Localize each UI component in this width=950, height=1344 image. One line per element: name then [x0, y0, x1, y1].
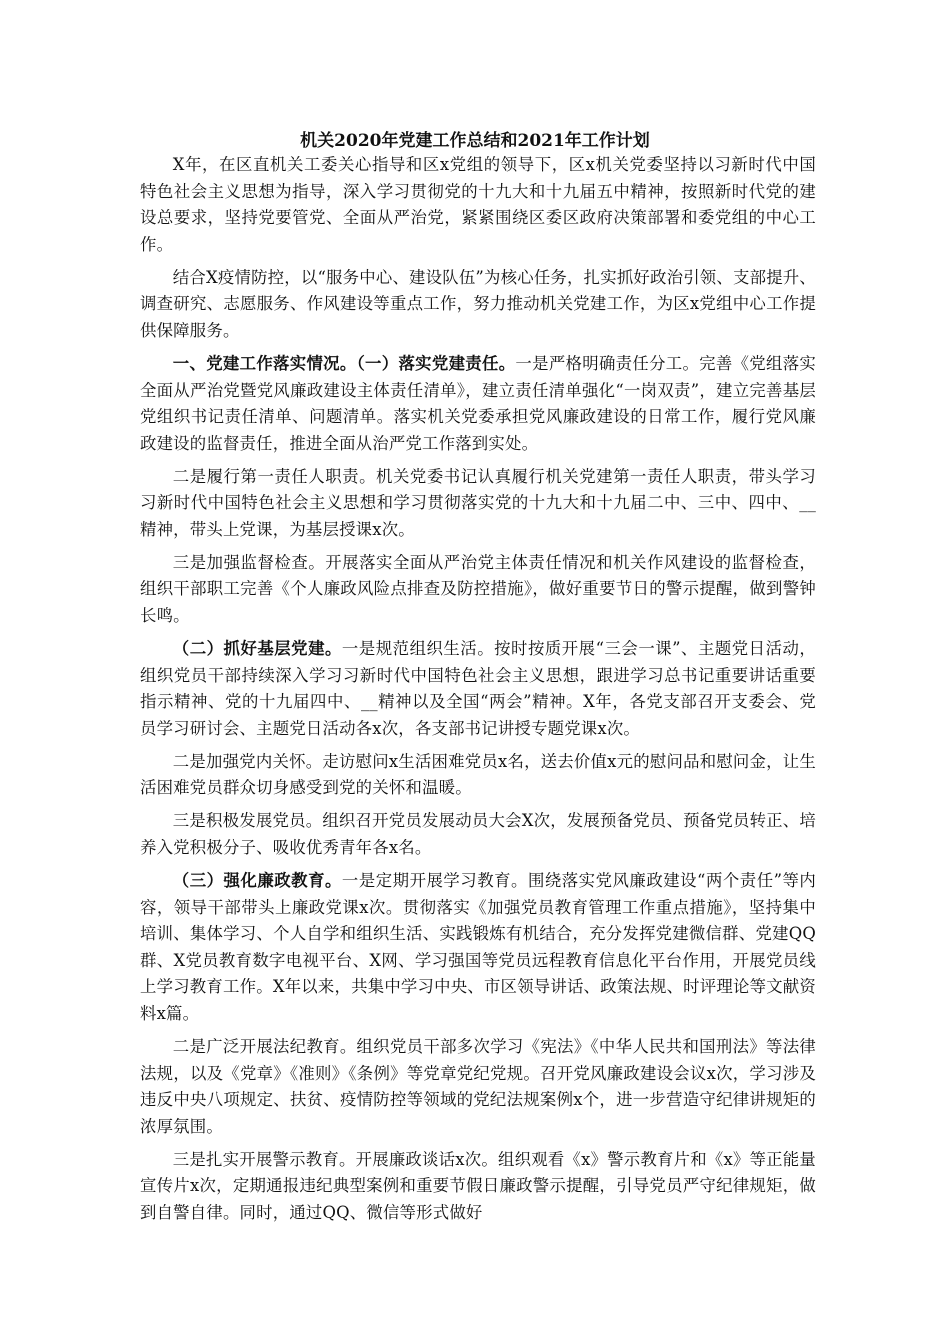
subsection-heading: （二）抓好基层党建。: [172, 639, 342, 659]
section-heading: 一、党建工作落实情况。（一）落实党建责任。: [172, 353, 516, 373]
paragraph-4: 二是履行第一责任人职责。机关党委书记认真履行机关党建第一责任人职责，带头学习习新时代中国特色社会主义思想和学习贯彻落实党的十九大和十九届二中、三中、四中、__精神，带头上党课，为基层授课x次。: [140, 466, 816, 539]
paragraph-7: 二是加强党内关怀。走访慰问x生活困难党员x名，送去价值x元的慰问品和慰问金，让生活困难党员群众切身感受到党的关怀和温暖。: [140, 751, 816, 798]
paragraph-2: 结合X疫情防控，以“服务中心、建设队伍”为核心任务，扎实抓好政治引领、支部提升、调查研究、志愿服务、作风建设等重点工作，努力推动机关党建工作，为区x党组中心工作提供保障服务。: [140, 267, 816, 340]
paragraph-subsection-two: （二）抓好基层党建。一是规范组织生活。按时按质开展“三会一课”、主题党日活动，组织党员干部持续深入学习习新时代中国特色社会主义思想，跟进学习总书记重要讲话重要指示精神、党的十九届四中、__精神以及全国“两会”精神。X年，各党支部召开支委会、党员学习研讨会、主题党日活动各x次，各支部书记讲授专题党课x次。: [140, 639, 817, 738]
document-body: [140, 152, 816, 1233]
paragraph-8: 三是积极发展党员。组织召开党员发展动员大会X次，发展预备党员、预备党员转正、培养入党积极分子、吸收优秀青年各x名。: [140, 811, 816, 857]
paragraph-10: 二是广泛开展法纪教育。组织党员干部多次学习《宪法》《中华人民共和国刑法》等法律法规，以及《党章》《准则》《条例》等党章党纪党规。召开党风廉政建设会议x次，学习涉及违反中央八项规定、扶贫、疫情防控等领域的党纪法规案例x个，进一步营造守纪律讲规矩的浓厚氛围。: [140, 1036, 816, 1136]
paragraph-subsection-three: （三）强化廉政教育。一是定期开展学习教育。围绕落实党风廉政建设“两个责任”等内容，领导干部带头上廉政党课x次。贯彻落实《加强党员教育管理工作重点措施》，坚持集中培训、集体学习、个人自学和组织生活、实践锻炼有机结合，充分发挥党建微信群、党建QQ群、X党员教育数字电视平台、X网、学习强国等党员远程教育信息化平台作用，开展党员线上学习教育工作。X年以来，共集中学习中央、市区领导讲话、政策法规、时评理论等文献资料x篇。: [140, 870, 817, 1023]
paragraph-5: 三是加强监督检查。开展落实全面从严治党主体责任情况和机关作风建设的监督检查，组织干部职工完善《个人廉政风险点排查及防控措施》，做好重要节日的警示提醒，做到警钟长鸣。: [140, 552, 816, 626]
paragraph-1: X年，在区直机关工委关心指导和区x党组的领导下，区x机关党委坚持以习新时代中国特色社会主义思想为指导，深入学习贯彻党的十九大和十九届五中精神，按照新时代党的建设总要求，坚持党要管党、全面从严治党，紧紧围绕区委区政府决策部署和委党组的中心工作。: [140, 155, 816, 254]
paragraph-11: 三是扎实开展警示教育。开展廉政谈话x次。组织观看《x》警示教育片和《x》等正能量宣传片x次，定期通报违纪典型案例和重要节假日廉政警示提醒，引导党员严守纪律规矩，做到自警自律。同时，通过QQ、微信等形式做好: [140, 1149, 816, 1222]
document-title: 机关2020年党建工作总结和2021年工作计划: [300, 131, 650, 151]
paragraph-section-one: 一、党建工作落实情况。（一）落实党建责任。一是严格明确责任分工。完善《党组落实全面从严治党暨党风廉政建设主体责任清单》，建立责任清单强化“一岗双责”，建立完善基层党组织书记责任清单、问题清单。落实机关党委承担党风廉政建设的日常工作，履行党风廉政建设的监督责任，推进全面从治严党工作落到实处。: [140, 353, 817, 453]
subsection-heading: （三）强化廉政教育。: [172, 870, 342, 890]
